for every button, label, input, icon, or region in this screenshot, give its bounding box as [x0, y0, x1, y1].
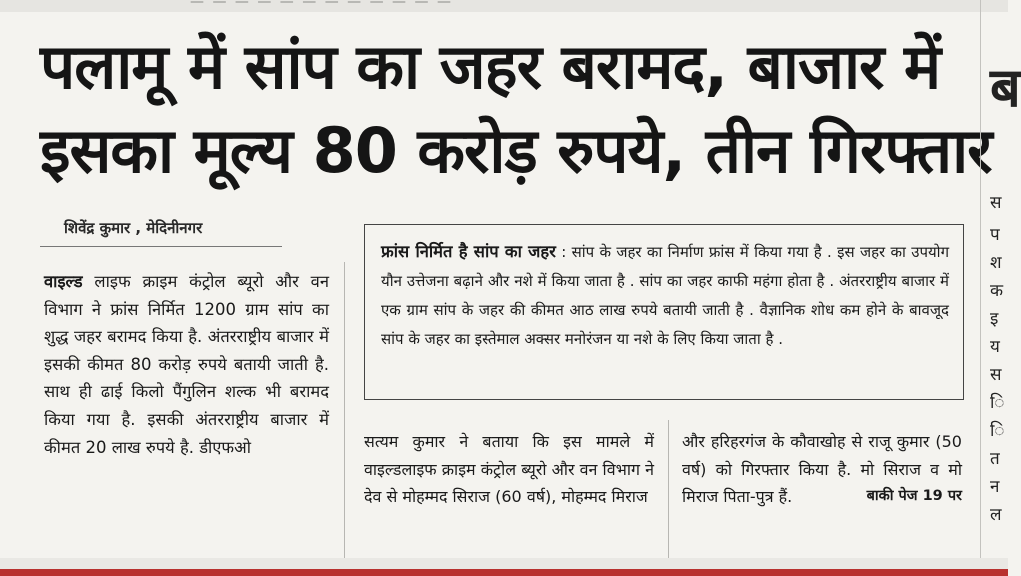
column-divider	[344, 262, 345, 558]
adjacent-article-fragment: क	[990, 281, 1004, 301]
adjacent-article-fragment: ि	[990, 393, 1005, 413]
adjacent-article-fragment: प	[990, 225, 1000, 245]
box-title: फ्रांस निर्मित है सांप का जहर	[381, 242, 556, 261]
lead-word: वाइल्ड	[44, 272, 83, 291]
top-cropped-band	[0, 0, 1008, 12]
adjacent-article-fragment: त	[990, 449, 1000, 469]
adjacent-article-fragment: ि	[990, 421, 1005, 441]
headline-line-1: पलामू में सांप का जहर बरामद, बाजार में	[40, 30, 941, 103]
page-bottom-red-band	[0, 569, 1008, 576]
adjacent-article-fragment: ब	[990, 56, 1021, 119]
headline-line-2: इसका मूल्य 80 करोड़ रुपये, तीन गिरफ्तार	[40, 114, 992, 187]
adjacent-article-fragment: इ	[990, 309, 999, 329]
adjacent-article-fragment: ल	[990, 505, 1002, 525]
adjacent-article-fragment: य	[990, 337, 1000, 357]
adjacent-article-fragment: श	[990, 253, 1002, 273]
adjacent-article-fragment: स	[990, 193, 1002, 213]
byline-divider	[40, 246, 282, 247]
column-1-text: लाइफ क्राइम कंट्रोल ब्यूरो और वन विभाग ने फ्रांस निर्मित 1200 ग्राम सांप का शुद्ध जहर बरामद किया है. अंतरराष्ट्रीय बाजार में इसकी कीमत 80 करोड़ रुपये बतायी जाती है. साथ ही ढाई किलो पैंगुलिन शल्क भी बरामद किया गया है. इसकी अंतरराष्ट्रीय बाजार में कीमत 20 लाख रुपये है. डीएफओ	[44, 272, 330, 457]
page-right-divider	[980, 0, 981, 560]
adjacent-article-fragment: स	[990, 365, 1002, 385]
adjacent-article-fragment: न	[990, 477, 1000, 497]
cropped-text-fragment: — — — — — — — — — — — —	[190, 0, 453, 10]
byline: शिवेंद्र कुमार , मेदिनीनगर	[64, 219, 203, 237]
box-text: सांप के जहर का निर्माण फ्रांस में किया गया है . इस जहर का उपयोग यौन उत्तेजना बढ़ाने और नशे में किया जाता है . सांप का जहर काफी महंगा होता है . अंतरराष्ट्रीय बाजार में एक ग्राम सांप के जहर की कीमत आठ लाख रुपये बतायी जाती है . वैज्ञानिक शोध कम होने के बावजूद सांप के जहर का इस्तेमाल अक्सर मनोरंजन या नशे के लिए किया जाता है .	[381, 243, 950, 348]
sidebar-box	[364, 224, 964, 400]
column-3-text: और हरिहरगंज के कौवाखोह से राजू कुमार (50 वर्ष) को गिरफ्तार किया है. मो सिराज व मो मिराज पिता-पुत्र हैं.	[682, 432, 962, 506]
article-column-3	[682, 428, 962, 511]
article-column-1	[44, 268, 329, 461]
column-divider	[668, 420, 669, 558]
continued-on-page: बाकी पेज 19 पर	[866, 488, 962, 504]
article-column-2	[364, 428, 654, 511]
column-2-text: सत्यम कुमार ने बताया कि इस मामले में वाइल्डलाइफ क्राइम कंट्रोल ब्यूरो और वन विभाग ने देव से मोहम्मद सिराज (60 वर्ष), मोहम्मद मिराज	[364, 432, 654, 506]
box-separator: :	[555, 243, 572, 261]
